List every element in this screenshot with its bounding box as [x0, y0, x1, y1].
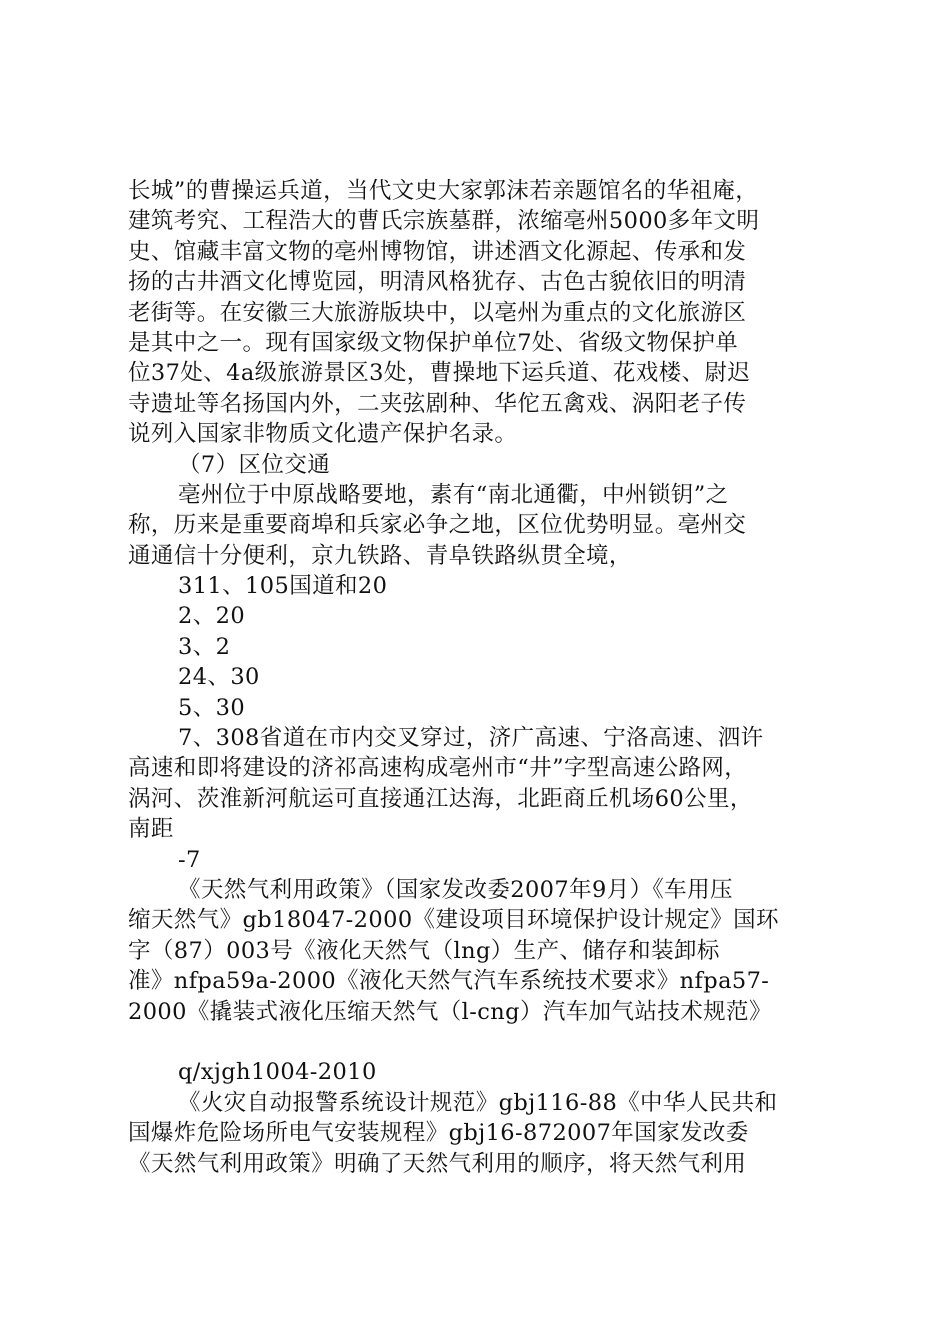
text-line: q/xjgh1004-2010 [178, 1059, 377, 1086]
text-line: 311、105国道和20 [178, 573, 388, 600]
text-line: 《天然气利用政策》（国家发改委2007年9月）《车用压 [178, 876, 733, 903]
text-line: 24、30 [178, 664, 260, 691]
text-line: 字（87）003号《液化天然气（lng）生产、储存和装卸标 [128, 937, 720, 964]
text-line: 国爆炸危险场所电气安装规程》gbj16-872007年国家发改委 [128, 1120, 749, 1147]
text-line: 史、馆藏丰富文物的亳州博物馆，讲述酒文化源起、传承和发 [128, 238, 747, 265]
text-line: 位37处、4a级旅游景区3处，曹操地下运兵道、花戏楼、尉迟 [128, 360, 751, 387]
text-line: 3、2 [178, 633, 231, 660]
text-line: 是其中之一。现有国家级文物保护单位7处、省级文物保护单 [128, 329, 739, 356]
text-line: 亳州位于中原战略要地，素有“南北通衢，中州锁钥”之 [178, 481, 729, 508]
text-line: 涡河、茨淮新河航运可直接通江达海，北距商丘机场60公里， [128, 785, 753, 812]
text-line: 准》nfpa59a-2000《液化天然气汽车系统技术要求》nfpa57- [128, 968, 770, 995]
text-line: 《火灾自动报警系统设计规范》gbj116-88《中华人民共和 [178, 1089, 778, 1116]
text-line: 长城”的曹操运兵道，当代文史大家郭沫若亲题馆名的华祖庵， [128, 178, 759, 204]
text-line: 2000《撬装式液化压缩天然气（l-cng）汽车加气站技术规范》 [128, 998, 772, 1025]
text-line: 5、30 [178, 694, 246, 721]
text-line: 称，历来是重要商埠和兵家必争之地，区位优势明显。亳州交 [128, 512, 747, 539]
text-line: 建筑考究、工程浩大的曹氏宗族墓群，浓缩亳州5000多年文明 [128, 208, 760, 235]
text-line: 扬的古井酒文化博览园，明清风格犹存、古色古貌依旧的明清 [128, 269, 747, 296]
text-line: 缩天然气》gb18047-2000《建设项目环境保护设计规定》国环 [128, 907, 779, 934]
text-line: 南距 [128, 816, 174, 843]
text-line: 说列入国家非物质文化遗产保护名录。 [128, 421, 518, 448]
text-line: 《天然气利用政策》明确了天然气利用的顺序，将天然气利用 [128, 1150, 747, 1177]
text-line: 寺遗址等名扬国内外，二夹弦剧种、华佗五禽戏、涡阳老子传 [128, 390, 747, 417]
text-line: （7）区位交通 [178, 451, 331, 478]
document-body [128, 176, 832, 1179]
text-line: 高速和即将建设的济祁高速构成亳州市“井”字型高速公路网， [128, 755, 748, 782]
text-line: 通通信十分便利，京九铁路、青阜铁路纵贯全境， [128, 542, 632, 569]
text-line: 老街等。在安徽三大旅游版块中，以亳州为重点的文化旅游区 [128, 299, 747, 326]
text-line: 7、308省道在市内交叉穿过，济广高速、宁洛高速、泗许 [178, 725, 764, 752]
blank-line [128, 1027, 832, 1057]
text-line: 2、20 [178, 603, 246, 630]
text-line: -7 [178, 846, 201, 873]
